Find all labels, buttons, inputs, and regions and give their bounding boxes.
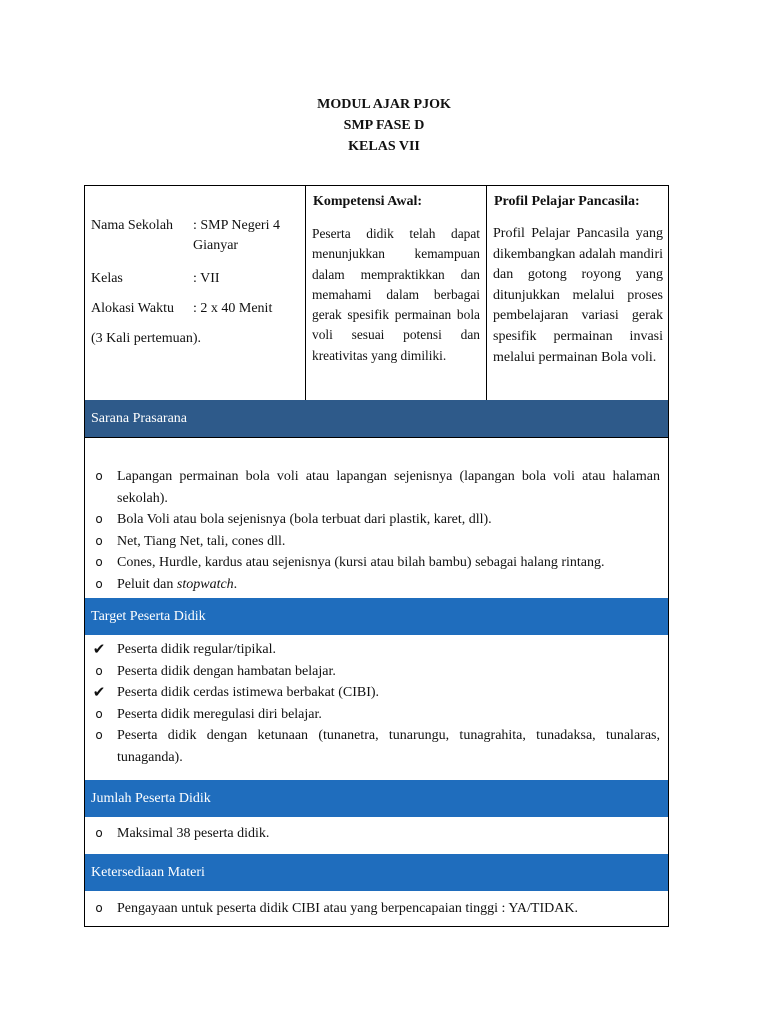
bullet-circle-icon: o: [95, 663, 103, 678]
bullet-circle-icon: o: [95, 826, 103, 840]
identity-row: [85, 186, 668, 401]
list-item: o Net, Tiang Net, tali, cones dll.: [85, 531, 668, 553]
profil-cell: [487, 186, 668, 400]
list-item: o Peserta didik dengan hambatan belajar.: [85, 661, 668, 683]
class-label: Kelas: [91, 271, 123, 286]
list-item: o Pengayaan untuk peserta didik CIBI atau yang berpencapaian tinggi : YA/TIDAK.: [85, 898, 668, 920]
sarana-list: [85, 466, 668, 595]
kompetensi-cell: [306, 186, 487, 400]
profil-heading: Profil Pelajar Pancasila:: [494, 194, 640, 209]
school-info-cell: [85, 186, 306, 400]
list-item: o Peserta didik meregulasi diri belajar.: [85, 704, 668, 726]
target-list: [85, 639, 668, 768]
list-item: o Maksimal 38 peserta didik.: [85, 823, 668, 845]
meetings-note: (3 Kali pertemuan).: [91, 331, 202, 346]
bullet-circle-icon: o: [95, 469, 103, 483]
kompetensi-heading: Kompetensi Awal:: [313, 194, 423, 209]
list-item: o Bola Voli atau bola sejenisnya (bola terbuat dari plastik, karet, dll).: [85, 509, 668, 531]
time-allocation-label: Alokasi Waktu: [91, 301, 174, 316]
target-header: Target Peserta Didik: [85, 598, 668, 635]
school-name-label: Nama Sekolah: [91, 218, 174, 233]
list-item: o Cones, Hurdle, kardus atau sejenisnya (kursi atau bilah bambu) sebagai halang rintang.: [85, 552, 668, 574]
document-title: [0, 94, 768, 157]
school-name-value: : SMP Negeri 4 Gianyar: [193, 218, 280, 253]
title-line-3: KELAS VII: [348, 139, 420, 154]
jumlah-list: [85, 823, 668, 845]
bullet-circle-icon: o: [95, 706, 103, 721]
list-item: o Peluit dan stopwatch.: [85, 574, 668, 596]
bullet-circle-icon: o: [95, 728, 103, 742]
profil-text: Profil Pelajar Pancasila yang dikembangkan adalah mandiri dan gotong royong yang ditunjukkan melalui proses pembelajaran variasi gerak spesifik permainan invasi melalui permainan Bola voli.: [493, 226, 663, 365]
sarana-header: Sarana Prasarana: [85, 400, 668, 437]
checkmark-icon: ✔: [92, 640, 106, 658]
list-item: ✔ Peserta didik regular/tipikal.: [85, 639, 668, 661]
title-line-2: SMP FASE D: [343, 118, 425, 133]
time-allocation-value: : 2 x 40 Menit: [193, 301, 273, 316]
bullet-circle-icon: o: [95, 576, 103, 591]
list-item: ✔ Peserta didik cerdas istimewa berbakat (CIBI).: [85, 682, 668, 704]
bullet-circle-icon: o: [95, 533, 103, 548]
kompetensi-text: Peserta didik telah dapat menunjukkan kemampuan dalam mempraktikkan dan memahami dalam berbagai gerak spesifik permainan bola voli sesuai potensi dan kreativitas yang dimiliki.: [312, 226, 480, 363]
jumlah-header: Jumlah Peserta Didik: [85, 780, 668, 817]
materi-header: Ketersediaan Materi: [85, 854, 668, 891]
bullet-circle-icon: o: [95, 901, 103, 915]
list-item: o Lapangan permainan bola voli atau lapangan sejenisnya (lapangan bola voli atau halaman sekolah).: [85, 466, 668, 509]
bullet-circle-icon: o: [95, 512, 103, 526]
bullet-circle-icon: o: [95, 555, 103, 569]
divider: [85, 437, 668, 438]
module-table: [84, 185, 669, 927]
checkmark-icon: ✔: [92, 683, 106, 701]
class-value: : VII: [193, 271, 220, 286]
materi-list: [85, 898, 668, 920]
title-line-1: MODUL AJAR PJOK: [317, 97, 451, 112]
list-item: o Peserta didik dengan ketunaan (tunanetra, tunarungu, tunagrahita, tunadaksa, tunalaras, tunaganda).: [85, 725, 668, 768]
